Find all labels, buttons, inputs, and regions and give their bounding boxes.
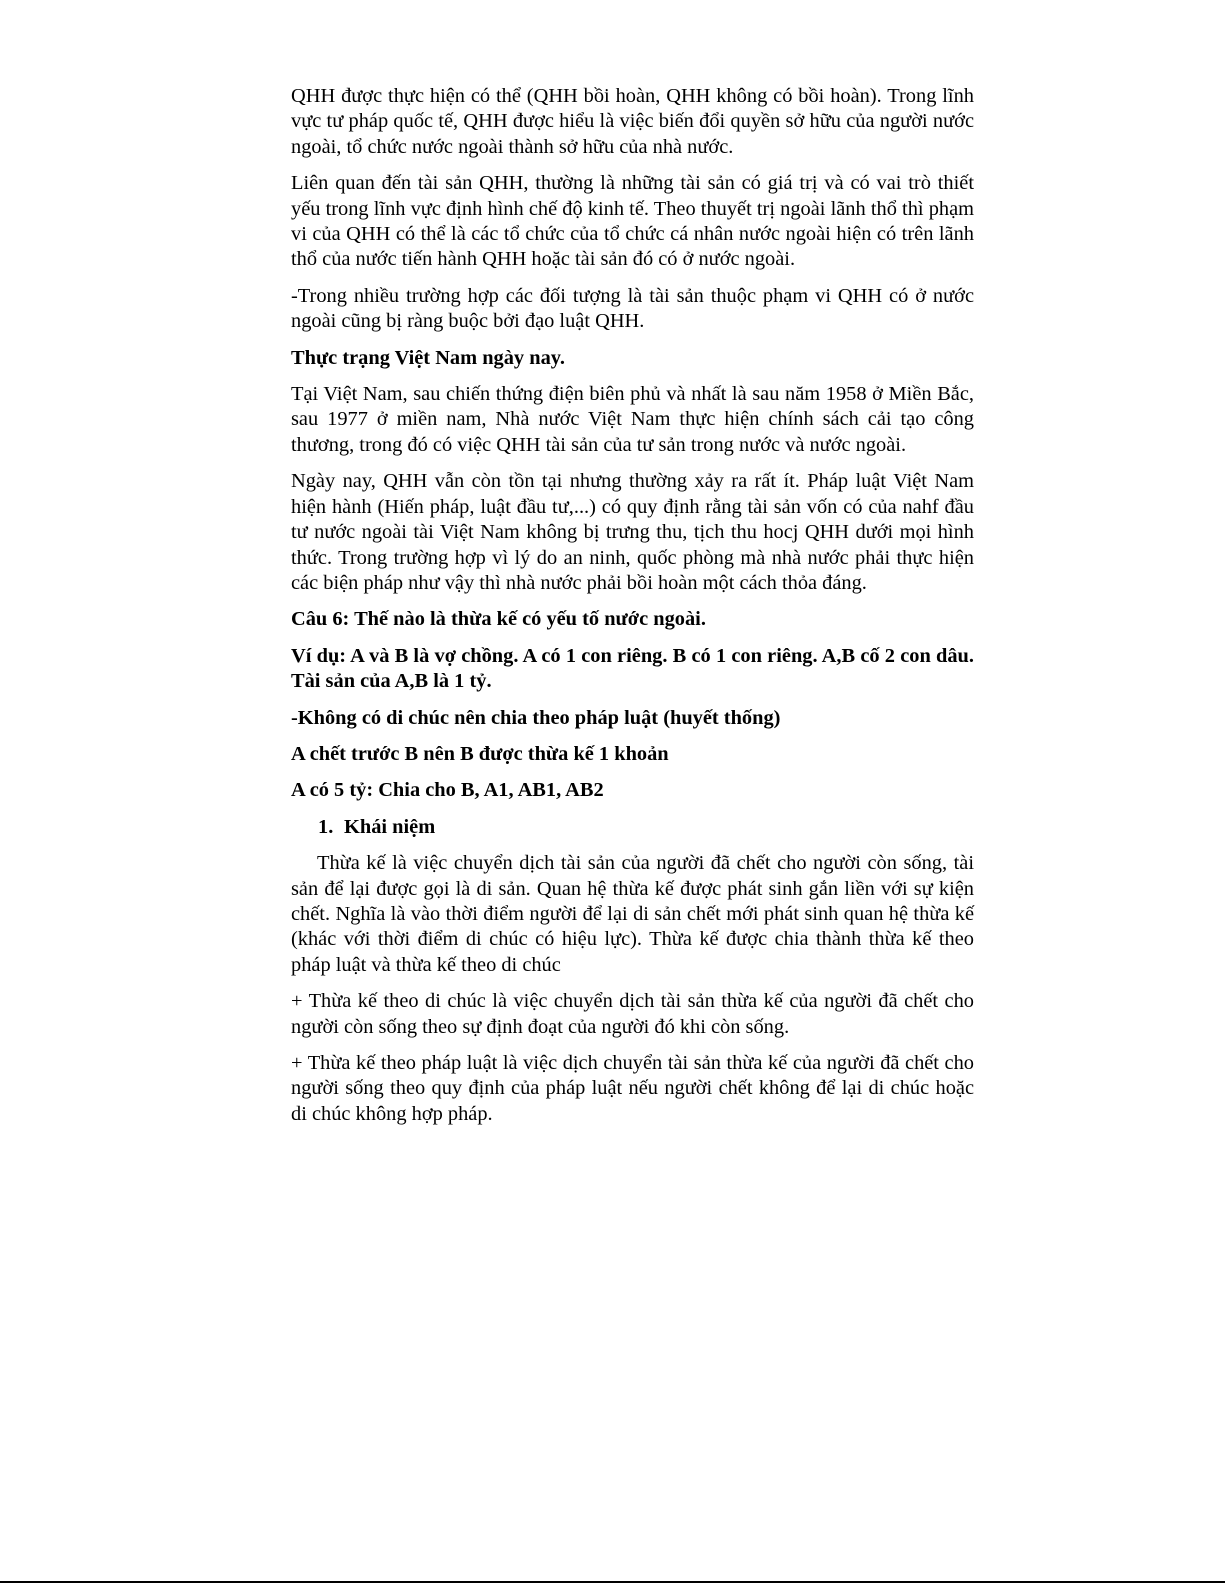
example-note-a-dies-first: A chết trước B nên B được thừa kế 1 khoản (291, 742, 669, 765)
paragraph-qhh-definition: QHH được thực hiện có thể (QHH bồi hoàn, QHH không có bồi hoàn). Trong lĩnh vực tư pháp quốc tế, QHH được hiểu là việc biến đổi quyền sở hữu của người nước ngoài, tổ chức nước ngoài thành sở hữu của nhà nước. (291, 85, 974, 158)
paragraph-inheritance-by-will: + Thừa kế theo di chúc là việc chuyển dịch tài sản thừa kế của người đã chết cho người còn sống theo sự định đoạt của người đó khi còn sống. (291, 990, 974, 1038)
paragraph-inheritance-by-law: + Thừa kế theo pháp luật là việc dịch chuyển tài sản thừa kế của người đã chết cho người sống theo quy định của pháp luật nếu người chết không để lại di chúc hoặc di chúc không hợp pháp. (291, 1052, 974, 1125)
paragraph-inheritance-definition: Thừa kế là việc chuyển dịch tài sản của người đã chết cho người còn sống, tài sản để lại được gọi là di sản. Quan hệ thừa kế được phát sinh gắn liền với sự kiện chết. Nghĩa là vào thời điểm người để lại di sản chết mới phát sinh quan hệ thừa kế (khác với thời điểm di chúc có hiệu lực). Thừa kế được chia thành thừa kế theo pháp luật và thừa kế theo di chúc (291, 852, 974, 976)
list-item-concept (291, 815, 974, 840)
document-page (291, 84, 974, 1138)
paragraph-qhh-assets: Liên quan đến tài sản QHH, thường là những tài sản có giá trị và có vai trò thiết yếu trong lĩnh vực định hình chế độ kinh tế. Theo thuyết trị ngoài lãnh thổ thì phạm vi của QHH có thể là các tổ chức của tổ chức cá nhân nước ngoài hiện có trên lãnh thổ của nước tiến hành QHH hoặc tài sản đó có ở nước ngoài. (291, 172, 974, 271)
example-note-division: A có 5 tỷ: Chia cho B, A1, AB1, AB2 (291, 779, 604, 802)
paragraph-qhh-foreign-assets: -Trong nhiều trường hợp các đối tượng là tài sản thuộc phạm vi QHH có ở nước ngoài cũng bị ràng buộc bởi đạo luật QHH. (291, 284, 974, 333)
section-heading-vietnam: Thực trạng Việt Nam ngày nay. (291, 346, 565, 369)
list-label: Khái niệm (344, 815, 436, 838)
question-heading-6: Câu 6: Thế nào là thừa kế có yếu tố nước ngoài. (291, 608, 706, 631)
paragraph-vietnam-today: Ngày nay, QHH vẫn còn tồn tại nhưng thường xảy ra rất ít. Pháp luật Việt Nam hiện hành (Hiến pháp, luật đầu tư,...) có quy định rằng tài sản vốn có của nahf đầu tư nước ngoài tài Việt Nam không bị trưng thu, tịch thu hocj QHH dưới mọi hình thức. Trong trường hợp vì lý do an ninh, quốc phòng mà nhà nước phải thực hiện các biện pháp như vậy thì nhà nước phải bồi hoàn một cách thỏa đáng. (291, 470, 974, 594)
paragraph-vietnam-history: Tại Việt Nam, sau chiến thứng điện biên phủ và nhất là sau năm 1958 ở Miền Bắc, sau 1977 ở miền nam, Nhà nước Việt Nam thực hiện chính sách cải tạo công thương, trong đó có việc QHH tài sản của tư sản trong nước và nước ngoài. (291, 383, 974, 456)
example-note-no-will: -Không có di chúc nên chia theo pháp luật (huyết thống) (291, 706, 781, 729)
page-bottom-rule (0, 1581, 1225, 1583)
example-paragraph: Ví dụ: A và B là vợ chồng. A có 1 con riêng. B có 1 con riêng. A,B cố 2 con dâu. Tài sản của A,B là 1 tỷ. (291, 644, 974, 693)
list-number: 1. (318, 815, 334, 838)
